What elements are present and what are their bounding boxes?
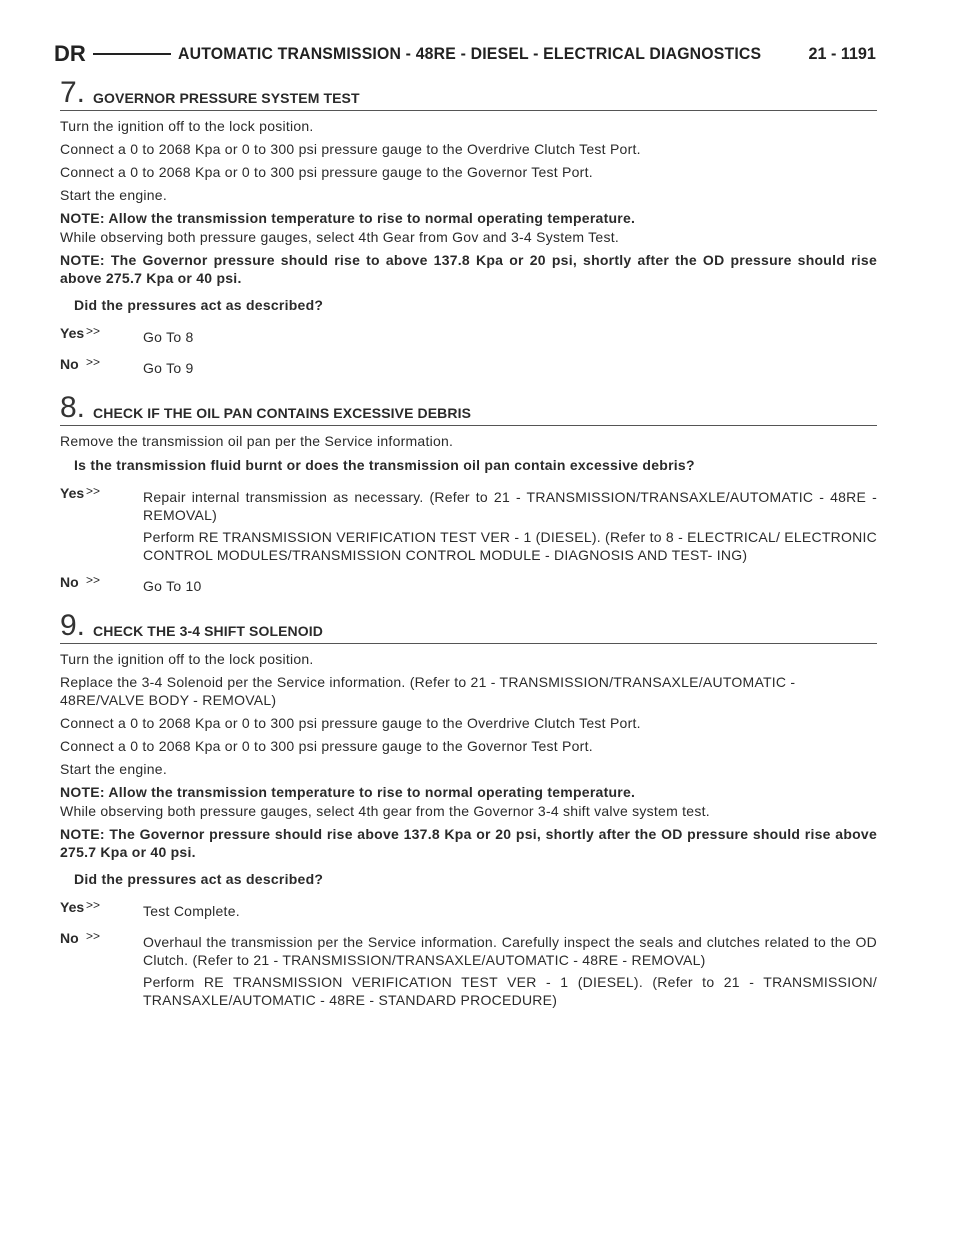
step-text: Connect a 0 to 2068 Kpa or 0 to 300 psi pressure gauge to the Overdrive Clutch Test Port. bbox=[60, 715, 641, 731]
answer-label: Yes bbox=[60, 899, 85, 915]
answer-body bbox=[143, 929, 877, 1013]
answer-arrow: >> bbox=[86, 484, 101, 498]
section-7 bbox=[60, 74, 877, 381]
step-text: Start the engine. bbox=[60, 187, 167, 203]
step-text: Replace the 3-4 Solenoid per the Service information. (Refer to 21 - TRANSMISSION/TRANSAXLE/AUTOMATIC - 48RE/VALVE BODY - REMOVAL) bbox=[60, 674, 796, 708]
step-text: Connect a 0 to 2068 Kpa or 0 to 300 psi pressure gauge to the Governor Test Port. bbox=[60, 164, 593, 180]
answer-body bbox=[143, 898, 877, 924]
section-8 bbox=[60, 389, 877, 599]
answer-text: Test Complete. bbox=[143, 903, 240, 919]
section-number: 8. bbox=[60, 391, 86, 424]
step-text: While observing both pressure gauges, select 4th gear from the Governor 3-4 shift valve system test. bbox=[60, 803, 710, 819]
answer-text: Repair internal transmission as necessary. (Refer to 21 - TRANSMISSION/TRANSAXLE/AUTOMATIC - 48RE - REMOVAL) bbox=[143, 489, 877, 523]
header-title: AUTOMATIC TRANSMISSION - 48RE - DIESEL - ELECTRICAL DIAGNOSTICS bbox=[177, 44, 762, 63]
note-text: NOTE: The Governor pressure should rise above 137.8 Kpa or 20 psi, shortly after the OD pressure should rise above 275.7 Kpa or 40 psi. bbox=[60, 826, 877, 860]
answer-label: No bbox=[60, 356, 79, 372]
section-heading bbox=[60, 607, 877, 644]
answer-no bbox=[60, 573, 877, 599]
section-title: GOVERNOR PRESSURE SYSTEM TEST bbox=[93, 90, 360, 106]
step-text: Turn the ignition off to the lock position. bbox=[60, 651, 314, 667]
step-text: Start the engine. bbox=[60, 761, 167, 777]
answer-label: Yes bbox=[60, 485, 85, 501]
answer-no bbox=[60, 929, 877, 1013]
note-text: NOTE: Allow the transmission temperature to rise to normal operating temperature. bbox=[60, 784, 636, 800]
answer-no bbox=[60, 355, 877, 381]
question-text: Is the transmission fluid burnt or does the transmission oil pan contain excessive debris? bbox=[74, 457, 695, 473]
question-text: Did the pressures act as described? bbox=[74, 297, 324, 313]
answer-yes bbox=[60, 898, 877, 924]
answer-text: Go To 9 bbox=[143, 360, 194, 376]
note-text: NOTE: The Governor pressure should rise to above 137.8 Kpa or 20 psi, shortly after the OD pressure should rise above 275.7 Kpa or 40 psi. bbox=[60, 252, 877, 286]
page-number: 21 - 1191 bbox=[808, 44, 876, 63]
answer-text: Perform RE TRANSMISSION VERIFICATION TEST VER - 1 (DIESEL). (Refer to 21 - TRANSMISSION/ TRANSAXLE/AUTOMATIC - 48RE - STANDARD PROCEDURE) bbox=[143, 974, 877, 1008]
answer-arrow: >> bbox=[86, 573, 101, 587]
header-code: DR bbox=[54, 41, 86, 66]
answer-label: No bbox=[60, 930, 79, 946]
step-text: Connect a 0 to 2068 Kpa or 0 to 300 psi pressure gauge to the Overdrive Clutch Test Port. bbox=[60, 141, 641, 157]
answer-label: No bbox=[60, 574, 79, 590]
step-text: Connect a 0 to 2068 Kpa or 0 to 300 psi pressure gauge to the Governor Test Port. bbox=[60, 738, 593, 754]
question-text: Did the pressures act as described? bbox=[74, 871, 324, 887]
page-header bbox=[54, 40, 876, 68]
answer-text: Overhaul the transmission per the Service information. Carefully inspect the seals and clutches related to the OD Clutch. (Refer to 21 - TRANSMISSION/TRANSAXLE/AUTOMATIC - 48RE - REMOVAL) bbox=[143, 934, 877, 968]
answer-text: Go To 8 bbox=[143, 329, 194, 345]
answer-arrow: >> bbox=[86, 898, 101, 912]
section-number: 9. bbox=[60, 609, 86, 642]
section-title: CHECK THE 3-4 SHIFT SOLENOID bbox=[93, 623, 323, 639]
answer-label: Yes bbox=[60, 325, 85, 341]
document-body bbox=[60, 74, 877, 1021]
answer-body bbox=[143, 573, 877, 599]
answer-arrow: >> bbox=[86, 324, 101, 338]
answer-yes bbox=[60, 484, 877, 568]
section-title: CHECK IF THE OIL PAN CONTAINS EXCESSIVE DEBRIS bbox=[93, 405, 472, 421]
step-text: Remove the transmission oil pan per the Service information. bbox=[60, 433, 454, 449]
section-heading bbox=[60, 74, 877, 111]
step-text: Turn the ignition off to the lock position. bbox=[60, 118, 314, 134]
answer-yes bbox=[60, 324, 877, 350]
answer-text: Perform RE TRANSMISSION VERIFICATION TEST VER - 1 (DIESEL). (Refer to 8 - ELECTRICAL/ ELECTRONIC CONTROL MODULES/TRANSMISSION CONTROL MODULE - DIAGNOSIS AND TEST- ING) bbox=[143, 529, 877, 563]
answer-arrow: >> bbox=[86, 929, 101, 943]
section-heading bbox=[60, 389, 877, 426]
note-text: NOTE: Allow the transmission temperature to rise to normal operating temperature. bbox=[60, 210, 636, 226]
answer-body bbox=[143, 324, 877, 350]
section-number: 7. bbox=[60, 76, 86, 109]
answer-arrow: >> bbox=[86, 355, 101, 369]
answer-text: Go To 10 bbox=[143, 578, 202, 594]
answer-body bbox=[143, 484, 877, 568]
step-text: While observing both pressure gauges, select 4th Gear from Gov and 3-4 System Test. bbox=[60, 229, 619, 245]
section-9 bbox=[60, 607, 877, 1013]
answer-body bbox=[143, 355, 877, 381]
header-rule bbox=[93, 53, 171, 55]
